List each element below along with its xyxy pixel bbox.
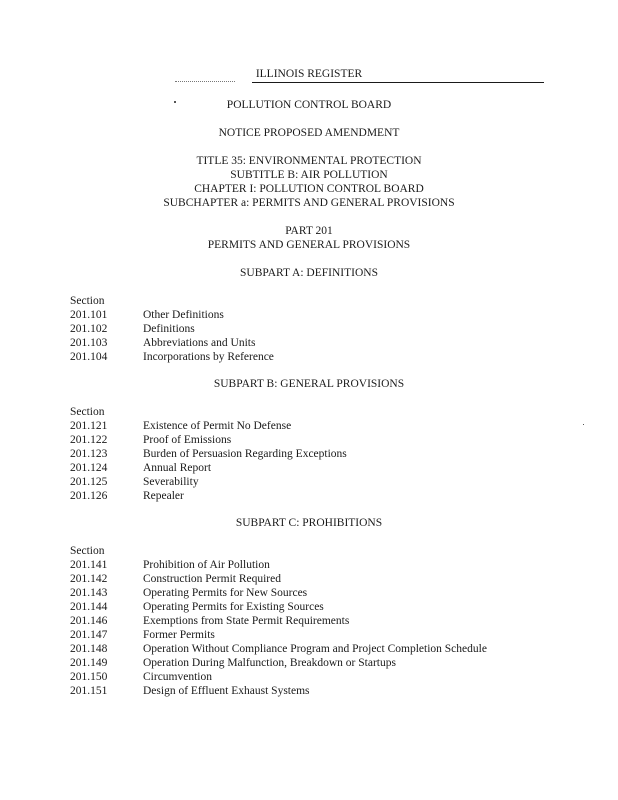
section-title: Abbreviations and Units <box>143 337 256 349</box>
section-title: Operation Without Compliance Program and Project Completion Schedule <box>143 643 487 655</box>
scan-speck <box>174 101 176 103</box>
section-number: 201.101 <box>70 309 108 321</box>
section-title: Operating Permits for New Sources <box>143 587 308 599</box>
section-column-label: Section <box>70 545 105 557</box>
part-number: PART 201 <box>285 225 333 237</box>
section-column-label: Section <box>70 406 105 418</box>
agency-heading: POLLUTION CONTROL BOARD <box>226 99 392 111</box>
section-number: 201.146 <box>70 615 108 627</box>
section-number: 201.124 <box>70 462 108 474</box>
section-number: 201.102 <box>70 323 108 335</box>
section-title: Incorporations by Reference <box>143 351 274 363</box>
header-dotted-rule <box>175 81 235 82</box>
register-heading: ILLINOIS REGISTER <box>255 68 363 80</box>
section-title: Operation During Malfunction, Breakdown or Startups <box>143 657 396 669</box>
section-number: 201.126 <box>70 490 108 502</box>
section-number: 201.150 <box>70 671 108 683</box>
section-number: 201.141 <box>70 559 108 571</box>
section-title: Repealer <box>143 490 184 502</box>
subpart-heading: SUBPART B: GENERAL PROVISIONS <box>213 378 405 390</box>
section-title: Annual Report <box>143 462 212 474</box>
section-number: 201.121 <box>70 420 108 432</box>
notice-heading: NOTICE PROPOSED AMENDMENT <box>218 127 400 139</box>
section-title: Operating Permits for Existing Sources <box>143 601 324 613</box>
title-heading: TITLE 35: ENVIRONMENTAL PROTECTION <box>196 155 422 167</box>
section-title: Circumvention <box>143 671 212 683</box>
section-title: Proof of Emissions <box>143 434 232 446</box>
section-number: 201.144 <box>70 601 108 613</box>
section-title: Existence of Permit No Defense <box>143 420 292 432</box>
scan-speck <box>583 424 584 425</box>
section-title: Design of Effluent Exhaust Systems <box>143 685 310 697</box>
section-number: 201.148 <box>70 643 108 655</box>
subtitle-heading: SUBTITLE B: AIR POLLUTION <box>230 169 388 181</box>
section-number: 201.103 <box>70 337 108 349</box>
section-title: Exemptions from State Permit Requirements <box>143 615 350 627</box>
section-number: 201.149 <box>70 657 108 669</box>
subpart-heading: SUBPART C: PROHIBITIONS <box>235 517 383 529</box>
section-title: Former Permits <box>143 629 215 641</box>
section-title: Prohibition of Air Pollution <box>143 559 270 571</box>
section-number: 201.125 <box>70 476 108 488</box>
part-title: PERMITS AND GENERAL PROVISIONS <box>207 239 411 251</box>
header-rule <box>252 82 544 83</box>
section-number: 201.151 <box>70 685 108 697</box>
subpart-heading: SUBPART A: DEFINITIONS <box>240 267 378 279</box>
section-number: 201.123 <box>70 448 108 460</box>
section-number: 201.122 <box>70 434 108 446</box>
section-title: Definitions <box>143 323 195 335</box>
section-number: 201.143 <box>70 587 108 599</box>
subchapter-heading: SUBCHAPTER a: PERMITS AND GENERAL PROVISIONS <box>163 197 455 209</box>
section-title: Burden of Persuasion Regarding Exceptions <box>143 448 347 460</box>
section-title: Construction Permit Required <box>143 573 281 585</box>
chapter-heading: CHAPTER I: POLLUTION CONTROL BOARD <box>194 183 424 195</box>
section-title: Severability <box>143 476 199 488</box>
section-number: 201.147 <box>70 629 108 641</box>
section-column-label: Section <box>70 295 105 307</box>
section-number: 201.104 <box>70 351 108 363</box>
section-number: 201.142 <box>70 573 108 585</box>
section-title: Other Definitions <box>143 309 224 321</box>
